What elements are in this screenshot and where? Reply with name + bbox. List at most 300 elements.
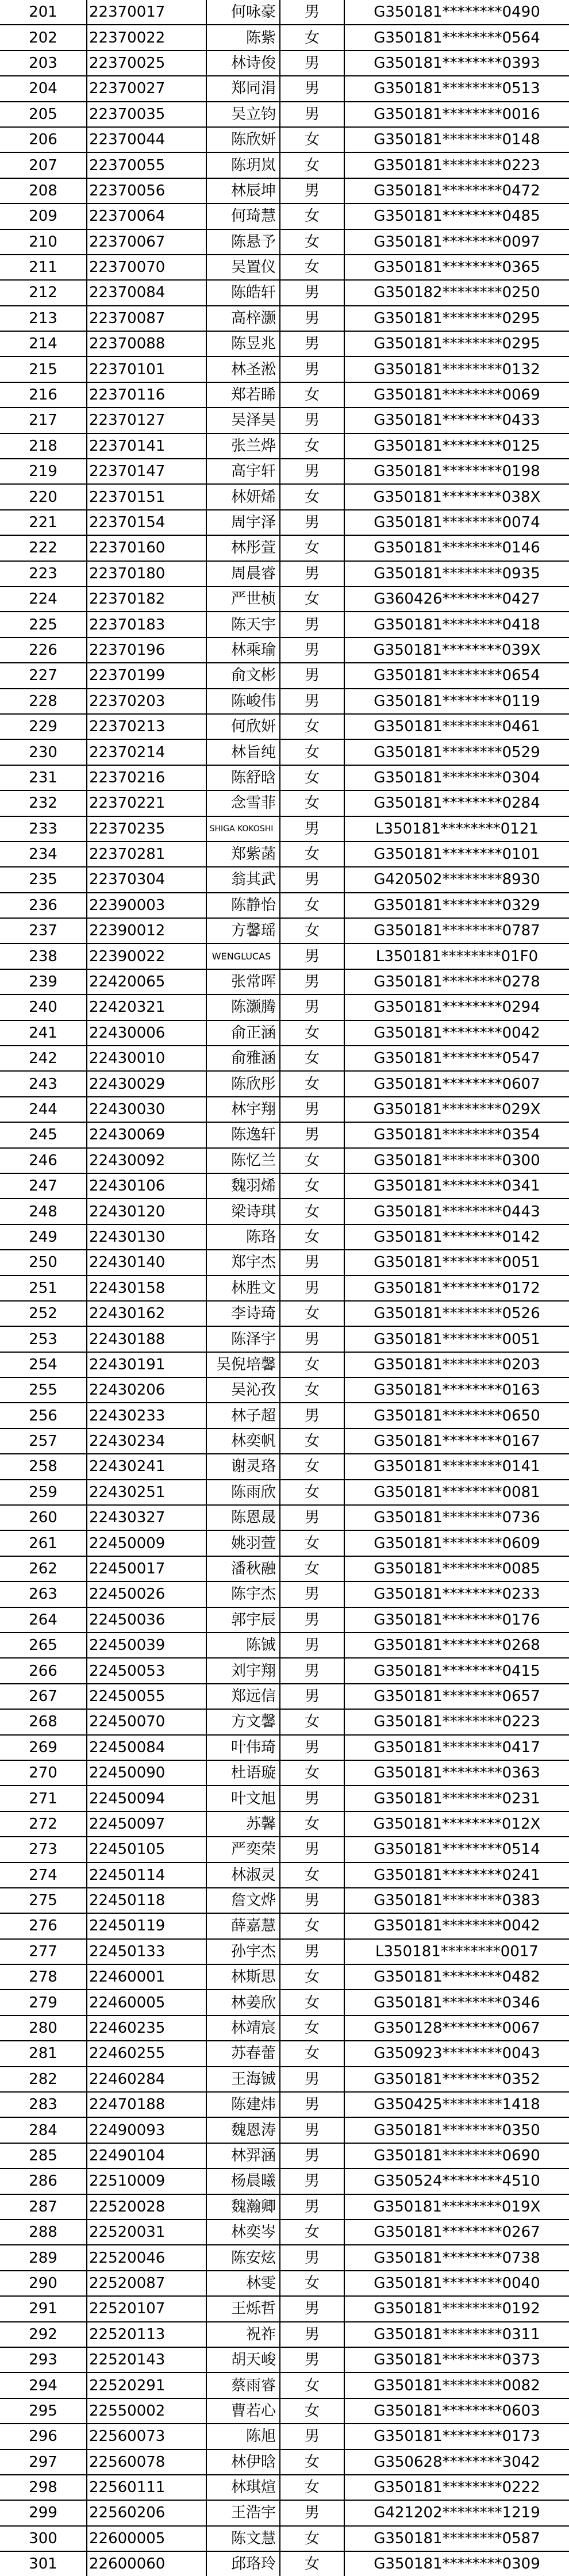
table-row bbox=[0, 2398, 569, 2424]
row-number: 291 bbox=[0, 2296, 87, 2321]
table-row bbox=[0, 2500, 569, 2525]
id-document-number: G350181********012X bbox=[344, 1811, 569, 1837]
student-gender: 男 bbox=[280, 306, 344, 331]
student-name: 林伊晗 bbox=[206, 2450, 280, 2475]
row-number: 254 bbox=[0, 1352, 87, 1377]
id-document-number: G350181********0119 bbox=[344, 689, 569, 714]
student-name: 林旨纯 bbox=[206, 739, 280, 765]
id-document-number: G350181********0142 bbox=[344, 1224, 569, 1250]
student-id: 22430029 bbox=[87, 1071, 206, 1096]
student-name: 林淑灵 bbox=[206, 1863, 280, 1888]
table-row bbox=[0, 2372, 569, 2398]
id-document-number: G350181********0268 bbox=[344, 1633, 569, 1658]
student-name: 吴倪培馨 bbox=[206, 1352, 280, 1377]
id-document-number: G350181********0167 bbox=[344, 1429, 569, 1454]
student-gender: 男 bbox=[280, 2500, 344, 2525]
table-row bbox=[0, 1454, 569, 1479]
student-id: 22450094 bbox=[87, 1786, 206, 1811]
student-id: 22450009 bbox=[87, 1530, 206, 1556]
id-document-number: G350181********0587 bbox=[344, 2526, 569, 2551]
student-name: 陈天宇 bbox=[206, 612, 280, 637]
table-row bbox=[0, 2117, 569, 2143]
student-id: 22370182 bbox=[87, 586, 206, 612]
student-name: 林雯 bbox=[206, 2271, 280, 2296]
student-gender: 男 bbox=[280, 459, 344, 484]
row-number: 233 bbox=[0, 816, 87, 842]
student-id: 22370214 bbox=[87, 739, 206, 765]
table-row bbox=[0, 51, 569, 76]
student-gender: 男 bbox=[280, 2117, 344, 2143]
student-id: 22460235 bbox=[87, 2016, 206, 2041]
student-gender: 男 bbox=[280, 2143, 344, 2168]
student-gender: 女 bbox=[280, 152, 344, 178]
student-id: 22600005 bbox=[87, 2526, 206, 2551]
student-id: 22370064 bbox=[87, 204, 206, 229]
student-gender: 男 bbox=[280, 943, 344, 969]
student-name: 陈灏腾 bbox=[206, 995, 280, 1020]
student-gender: 女 bbox=[280, 1071, 344, 1096]
student-name: 陈旭 bbox=[206, 2424, 280, 2449]
row-number: 282 bbox=[0, 2067, 87, 2092]
row-number: 228 bbox=[0, 689, 87, 714]
student-id: 22560206 bbox=[87, 2500, 206, 2525]
table-row bbox=[0, 459, 569, 484]
row-number: 203 bbox=[0, 51, 87, 76]
row-number: 268 bbox=[0, 1709, 87, 1734]
student-name: 蔡雨睿 bbox=[206, 2372, 280, 2398]
student-name: 郭宇辰 bbox=[206, 1607, 280, 1633]
student-name: 吴泽昊 bbox=[206, 408, 280, 433]
table-row bbox=[0, 2347, 569, 2372]
id-document-number: G350181********0461 bbox=[344, 714, 569, 739]
row-number: 231 bbox=[0, 765, 87, 790]
student-id: 22370116 bbox=[87, 382, 206, 408]
student-id: 22600060 bbox=[87, 2551, 206, 2576]
id-document-number: G350181********0443 bbox=[344, 1199, 569, 1224]
student-gender: 女 bbox=[280, 1224, 344, 1250]
row-number: 250 bbox=[0, 1250, 87, 1275]
row-number: 232 bbox=[0, 790, 87, 816]
student-name: 祝祚 bbox=[206, 2322, 280, 2347]
student-id: 22370035 bbox=[87, 102, 206, 127]
id-document-number: G350181********0417 bbox=[344, 1735, 569, 1760]
table-row bbox=[0, 1581, 569, 1607]
row-number: 290 bbox=[0, 2271, 87, 2296]
row-number: 241 bbox=[0, 1020, 87, 1046]
student-gender: 男 bbox=[280, 280, 344, 305]
student-gender: 男 bbox=[280, 1276, 344, 1301]
student-gender: 女 bbox=[280, 1709, 344, 1734]
table-row bbox=[0, 356, 569, 382]
student-name: 陈珞 bbox=[206, 1224, 280, 1250]
student-name: 刘宇翔 bbox=[206, 1658, 280, 1683]
student-gender: 男 bbox=[280, 1939, 344, 1964]
id-document-number: G350181********0383 bbox=[344, 1888, 569, 1913]
student-gender: 女 bbox=[280, 893, 344, 918]
row-number: 215 bbox=[0, 356, 87, 382]
row-number: 243 bbox=[0, 1071, 87, 1096]
student-gender: 男 bbox=[280, 638, 344, 663]
student-id: 22460284 bbox=[87, 2067, 206, 2092]
student-id: 22520113 bbox=[87, 2322, 206, 2347]
row-number: 294 bbox=[0, 2372, 87, 2398]
id-document-number: G350181********0176 bbox=[344, 1607, 569, 1633]
student-name: 俞雅涵 bbox=[206, 1046, 280, 1071]
id-document-number: G350181********0309 bbox=[344, 2551, 569, 2576]
student-name: 何欣妍 bbox=[206, 714, 280, 739]
table-row bbox=[0, 765, 569, 790]
student-name: 陈雨欣 bbox=[206, 1480, 280, 1505]
student-id: 22430206 bbox=[87, 1377, 206, 1403]
row-number: 245 bbox=[0, 1122, 87, 1147]
id-document-number: G350181********0350 bbox=[344, 2117, 569, 2143]
row-number: 286 bbox=[0, 2168, 87, 2194]
student-name: 吴立钧 bbox=[206, 102, 280, 127]
student-gender: 女 bbox=[280, 842, 344, 867]
student-name: 林彤萱 bbox=[206, 535, 280, 560]
row-number: 272 bbox=[0, 1811, 87, 1837]
student-name: 张常晖 bbox=[206, 969, 280, 995]
student-id: 22470188 bbox=[87, 2092, 206, 2117]
student-id: 22490104 bbox=[87, 2143, 206, 2168]
student-id: 22370088 bbox=[87, 331, 206, 356]
id-document-number: G350181********0304 bbox=[344, 765, 569, 790]
student-gender: 女 bbox=[280, 1480, 344, 1505]
student-id: 22430188 bbox=[87, 1326, 206, 1352]
student-name: 俞文彬 bbox=[206, 663, 280, 688]
row-number: 225 bbox=[0, 612, 87, 637]
student-gender: 男 bbox=[280, 1403, 344, 1428]
student-id: 22370199 bbox=[87, 663, 206, 688]
student-name: 吴沁孜 bbox=[206, 1377, 280, 1403]
student-name: 曹若心 bbox=[206, 2398, 280, 2424]
student-id: 22430241 bbox=[87, 1454, 206, 1479]
row-number: 209 bbox=[0, 204, 87, 229]
row-number: 226 bbox=[0, 638, 87, 663]
table-row bbox=[0, 433, 569, 459]
student-gender: 男 bbox=[280, 1326, 344, 1352]
id-document-number: G350181********0654 bbox=[344, 663, 569, 688]
id-document-number: L350181********0121 bbox=[344, 816, 569, 842]
row-number: 288 bbox=[0, 2220, 87, 2245]
id-document-number: G350181********0148 bbox=[344, 127, 569, 152]
id-document-number: G350181********0085 bbox=[344, 1556, 569, 1581]
row-number: 213 bbox=[0, 306, 87, 331]
row-number: 279 bbox=[0, 1990, 87, 2015]
id-document-number: G350181********0081 bbox=[344, 1480, 569, 1505]
row-number: 281 bbox=[0, 2041, 87, 2066]
table-row bbox=[0, 1607, 569, 1633]
table-row bbox=[0, 1020, 569, 1046]
student-name: 王烁哲 bbox=[206, 2296, 280, 2321]
student-gender: 女 bbox=[280, 790, 344, 816]
table-row bbox=[0, 1403, 569, 1428]
student-id: 22430140 bbox=[87, 1250, 206, 1275]
row-number: 299 bbox=[0, 2500, 87, 2525]
student-gender: 男 bbox=[280, 76, 344, 101]
student-id: 22520087 bbox=[87, 2271, 206, 2296]
id-document-number: G350628********3042 bbox=[344, 2450, 569, 2475]
table-row bbox=[0, 1811, 569, 1837]
id-document-number: G350181********0346 bbox=[344, 1990, 569, 2015]
student-gender: 女 bbox=[280, 1429, 344, 1454]
student-name: 严奕荣 bbox=[206, 1837, 280, 1862]
student-gender: 男 bbox=[280, 2245, 344, 2270]
student-gender: 男 bbox=[280, 1888, 344, 1913]
student-name: 陈安炫 bbox=[206, 2245, 280, 2270]
id-document-number: G350181********0132 bbox=[344, 356, 569, 382]
id-document-number: G350181********0051 bbox=[344, 1326, 569, 1352]
student-id: 22370216 bbox=[87, 765, 206, 790]
student-id: 22370084 bbox=[87, 280, 206, 305]
student-gender: 女 bbox=[280, 1352, 344, 1377]
table-row bbox=[0, 1250, 569, 1275]
student-id: 22450017 bbox=[87, 1556, 206, 1581]
id-document-number: G350181********0433 bbox=[344, 408, 569, 433]
table-row bbox=[0, 995, 569, 1020]
student-gender: 男 bbox=[280, 1122, 344, 1147]
id-document-number: G350181********0192 bbox=[344, 2296, 569, 2321]
table-row bbox=[0, 25, 569, 50]
student-gender: 女 bbox=[280, 918, 344, 943]
row-number: 240 bbox=[0, 995, 87, 1020]
row-number: 237 bbox=[0, 918, 87, 943]
table-row bbox=[0, 535, 569, 560]
student-id: 22370183 bbox=[87, 612, 206, 637]
id-document-number: G350181********0415 bbox=[344, 1658, 569, 1683]
row-number: 273 bbox=[0, 1837, 87, 1862]
student-name: 魏恩涛 bbox=[206, 2117, 280, 2143]
row-number: 227 bbox=[0, 663, 87, 688]
table-row bbox=[0, 1786, 569, 1811]
table-row bbox=[0, 1276, 569, 1301]
table-row bbox=[0, 76, 569, 101]
table-row bbox=[0, 612, 569, 637]
student-id: 22420065 bbox=[87, 969, 206, 995]
student-gender: 男 bbox=[280, 2322, 344, 2347]
table-row bbox=[0, 1097, 569, 1122]
student-gender: 女 bbox=[280, 1760, 344, 1786]
student-gender: 女 bbox=[280, 1964, 344, 1990]
student-gender: 女 bbox=[280, 739, 344, 765]
student-gender: 男 bbox=[280, 2168, 344, 2194]
student-gender: 男 bbox=[280, 2194, 344, 2220]
table-row bbox=[0, 2551, 569, 2576]
student-id: 22450105 bbox=[87, 1837, 206, 1862]
student-gender: 男 bbox=[280, 969, 344, 995]
student-gender: 女 bbox=[280, 1990, 344, 2015]
student-name: 陈恩晟 bbox=[206, 1505, 280, 1530]
student-name: 王海铖 bbox=[206, 2067, 280, 2092]
row-number: 297 bbox=[0, 2450, 87, 2475]
row-number: 295 bbox=[0, 2398, 87, 2424]
student-name: 林靖宸 bbox=[206, 2016, 280, 2041]
row-number: 275 bbox=[0, 1888, 87, 1913]
row-number: 239 bbox=[0, 969, 87, 995]
student-name: SHIGA KOKOSHI bbox=[206, 816, 280, 842]
id-document-number: G350181********0172 bbox=[344, 1276, 569, 1301]
student-id: 22370154 bbox=[87, 510, 206, 535]
student-gender: 女 bbox=[280, 2526, 344, 2551]
student-id: 22370087 bbox=[87, 306, 206, 331]
id-document-number: G350181********0311 bbox=[344, 2322, 569, 2347]
student-gender: 男 bbox=[280, 1735, 344, 1760]
student-id: 22520028 bbox=[87, 2194, 206, 2220]
id-document-number: G350181********0529 bbox=[344, 739, 569, 765]
student-name: 叶文旭 bbox=[206, 1786, 280, 1811]
student-id: 22510009 bbox=[87, 2168, 206, 2194]
student-gender: 男 bbox=[280, 1250, 344, 1275]
table-row bbox=[0, 0, 569, 25]
student-name: 陈玥岚 bbox=[206, 152, 280, 178]
table-row bbox=[0, 943, 569, 969]
student-id: 22430233 bbox=[87, 1403, 206, 1428]
table-row bbox=[0, 1480, 569, 1505]
student-gender: 女 bbox=[280, 433, 344, 459]
id-document-number: G350181********0526 bbox=[344, 1301, 569, 1326]
table-row bbox=[0, 689, 569, 714]
id-document-number: G350181********0329 bbox=[344, 893, 569, 918]
row-number: 236 bbox=[0, 893, 87, 918]
student-name: 孙宇杰 bbox=[206, 1939, 280, 1964]
student-id: 22450114 bbox=[87, 1863, 206, 1888]
student-id: 22390003 bbox=[87, 893, 206, 918]
id-document-number: G350181********0146 bbox=[344, 535, 569, 560]
student-name: 苏馨 bbox=[206, 1811, 280, 1837]
student-gender: 男 bbox=[280, 612, 344, 637]
table-row bbox=[0, 1199, 569, 1224]
student-id: 22450133 bbox=[87, 1939, 206, 1964]
student-id: 22370281 bbox=[87, 842, 206, 867]
student-gender: 女 bbox=[280, 586, 344, 612]
row-number: 274 bbox=[0, 1863, 87, 1888]
student-id: 22370025 bbox=[87, 51, 206, 76]
student-name: 潘秋融 bbox=[206, 1556, 280, 1581]
id-document-number: G350181********0241 bbox=[344, 1863, 569, 1888]
id-document-number: G350181********0564 bbox=[344, 25, 569, 50]
row-number: 292 bbox=[0, 2322, 87, 2347]
student-id: 22520291 bbox=[87, 2372, 206, 2398]
student-name: 周宇泽 bbox=[206, 510, 280, 535]
id-document-number: G350181********0097 bbox=[344, 229, 569, 255]
table-row bbox=[0, 1888, 569, 1913]
id-document-number: G350181********0163 bbox=[344, 1377, 569, 1403]
row-number: 216 bbox=[0, 382, 87, 408]
student-gender: 男 bbox=[280, 2092, 344, 2117]
id-document-number: G350181********0300 bbox=[344, 1148, 569, 1173]
student-name: 姚羽萱 bbox=[206, 1530, 280, 1556]
student-id: 22370235 bbox=[87, 816, 206, 842]
student-id: 22430234 bbox=[87, 1429, 206, 1454]
student-gender: 男 bbox=[280, 102, 344, 127]
row-number: 235 bbox=[0, 867, 87, 892]
id-document-number: G350181********038X bbox=[344, 484, 569, 509]
table-row bbox=[0, 663, 569, 688]
row-number: 218 bbox=[0, 433, 87, 459]
id-document-number: G350181********029X bbox=[344, 1097, 569, 1122]
student-name: 高梓灏 bbox=[206, 306, 280, 331]
row-number: 301 bbox=[0, 2551, 87, 2576]
student-id: 22370180 bbox=[87, 561, 206, 586]
student-id: 22450090 bbox=[87, 1760, 206, 1786]
id-document-number: G350182********0250 bbox=[344, 280, 569, 305]
table-row bbox=[0, 893, 569, 918]
table-row bbox=[0, 1735, 569, 1760]
student-id: 22520107 bbox=[87, 2296, 206, 2321]
table-row bbox=[0, 1990, 569, 2015]
student-name: 林子超 bbox=[206, 1403, 280, 1428]
student-name: 林诗俊 bbox=[206, 51, 280, 76]
id-document-number: G360426********0427 bbox=[344, 586, 569, 612]
id-document-number: G350181********0295 bbox=[344, 306, 569, 331]
table-row bbox=[0, 1429, 569, 1454]
student-name: 李诗琦 bbox=[206, 1301, 280, 1326]
row-number: 266 bbox=[0, 1658, 87, 1683]
id-document-number: G350181********0736 bbox=[344, 1505, 569, 1530]
id-document-number: G350181********0294 bbox=[344, 995, 569, 1020]
student-id: 22450055 bbox=[87, 1684, 206, 1709]
id-document-number: G350181********0284 bbox=[344, 790, 569, 816]
row-number: 287 bbox=[0, 2194, 87, 2220]
id-document-number: G350524********4510 bbox=[344, 2168, 569, 2194]
table-row bbox=[0, 255, 569, 280]
student-id: 22450036 bbox=[87, 1607, 206, 1633]
table-row bbox=[0, 280, 569, 305]
id-document-number: G350181********0042 bbox=[344, 1020, 569, 1046]
student-id: 22450039 bbox=[87, 1633, 206, 1658]
table-row bbox=[0, 127, 569, 152]
table-row bbox=[0, 2168, 569, 2194]
row-number: 249 bbox=[0, 1224, 87, 1250]
student-name: 念雪菲 bbox=[206, 790, 280, 816]
student-name: 俞正涵 bbox=[206, 1020, 280, 1046]
student-id: 22450070 bbox=[87, 1709, 206, 1734]
student-name: 陈宇杰 bbox=[206, 1581, 280, 1607]
student-gender: 女 bbox=[280, 229, 344, 255]
student-gender: 男 bbox=[280, 51, 344, 76]
table-row bbox=[0, 1633, 569, 1658]
student-name: 陈泽宇 bbox=[206, 1326, 280, 1352]
student-name: 林妍烯 bbox=[206, 484, 280, 509]
table-row bbox=[0, 739, 569, 765]
student-name: 陈文慧 bbox=[206, 2526, 280, 2551]
student-name: 陈昱兆 bbox=[206, 331, 280, 356]
id-document-number: G350181********019X bbox=[344, 2194, 569, 2220]
row-number: 269 bbox=[0, 1735, 87, 1760]
student-gender: 女 bbox=[280, 1377, 344, 1403]
id-document-number: G350181********0365 bbox=[344, 255, 569, 280]
row-number: 223 bbox=[0, 561, 87, 586]
row-number: 242 bbox=[0, 1046, 87, 1071]
student-gender: 男 bbox=[280, 1684, 344, 1709]
id-document-number: G350181********0607 bbox=[344, 1071, 569, 1096]
id-document-number: G350181********0222 bbox=[344, 2475, 569, 2500]
student-gender: 男 bbox=[280, 408, 344, 433]
student-gender: 男 bbox=[280, 2296, 344, 2321]
student-gender: 女 bbox=[280, 714, 344, 739]
student-name: 林奕岑 bbox=[206, 2220, 280, 2245]
student-id: 22450084 bbox=[87, 1735, 206, 1760]
student-id: 22370070 bbox=[87, 255, 206, 280]
student-id: 22550002 bbox=[87, 2398, 206, 2424]
student-id: 22370221 bbox=[87, 790, 206, 816]
student-id: 22370127 bbox=[87, 408, 206, 433]
student-id: 22460005 bbox=[87, 1990, 206, 2015]
student-name: 何咏豪 bbox=[206, 0, 280, 25]
id-document-number: G350181********0363 bbox=[344, 1760, 569, 1786]
id-document-number: G350181********0042 bbox=[344, 1913, 569, 1938]
table-row bbox=[0, 2067, 569, 2092]
